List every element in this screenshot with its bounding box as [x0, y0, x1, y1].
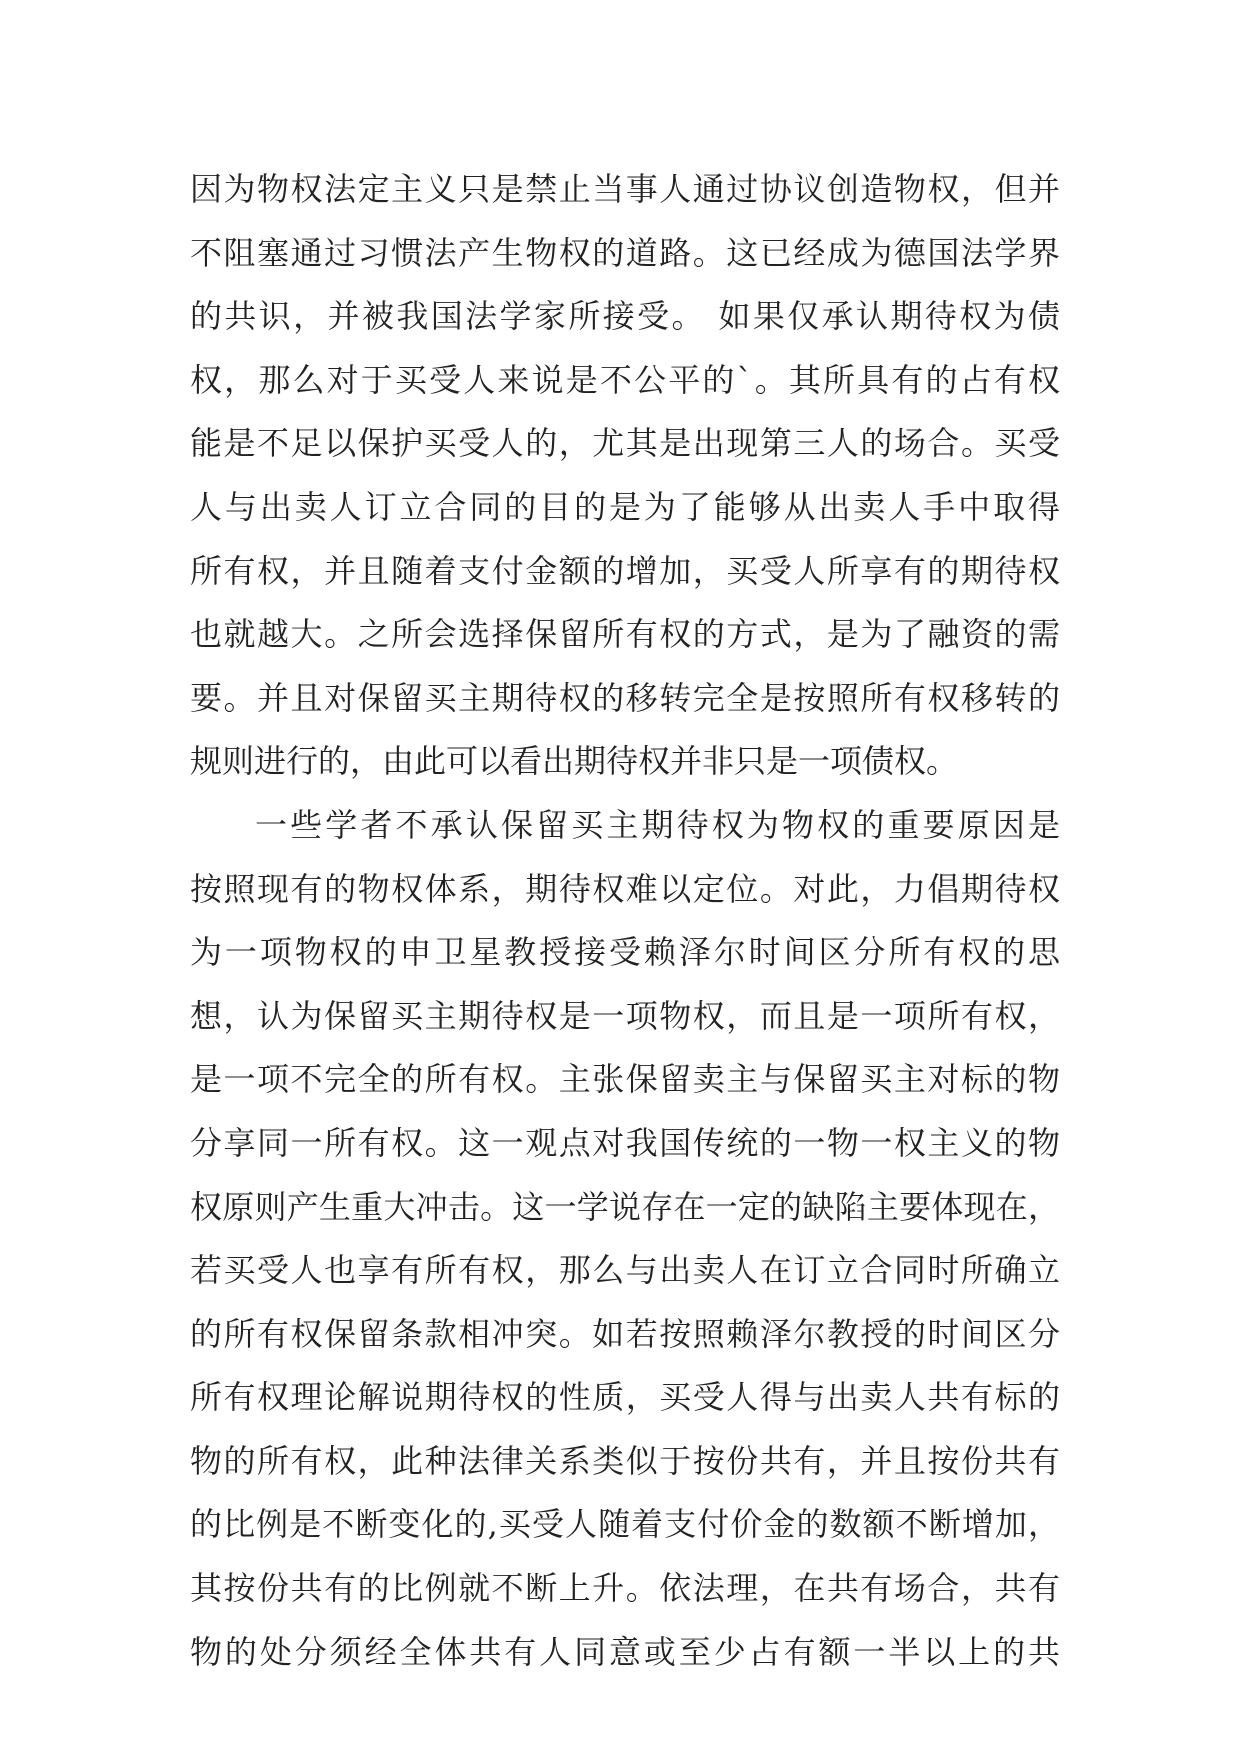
text-line: 因为物权法定主义只是禁止当事人通过协议创造物权，但并: [190, 170, 1060, 208]
paragraph-1: [190, 158, 1060, 794]
text-line: 一些学者不承认保留买主期待权为物权的重要原因是: [255, 805, 1060, 844]
body-text: [190, 158, 1060, 1684]
text-line: 所有权理论解说期待权的性质，买受人得与出卖人共有标的: [190, 1378, 1060, 1417]
text-line: 也就越大。之所会选择保留所有权的方式，是为了融资的需: [190, 615, 1060, 654]
paragraph-2: [190, 794, 1060, 1684]
text-line: 想，认为保留买主期待权是一项物权，而且是一项所有权，: [190, 996, 1060, 1035]
text-line: 的所有权保留条款相冲突。如若按照赖泽尔教授的时间区分: [190, 1314, 1060, 1353]
text-line: 的比例是不断变化的,买受人随着支付价金的数额不断增加，: [190, 1505, 1060, 1544]
text-line: 权原则产生重大冲击。这一学说存在一定的缺陷主要体现在，: [190, 1187, 1060, 1226]
text-line: 的共识，并被我国法学家所接受。 如果仅承认期待权为债: [190, 297, 1060, 336]
text-line: 分享同一所有权。这一观点对我国传统的一物一权主义的物: [190, 1123, 1060, 1162]
text-line: 其按份共有的比例就不断上升。依法理，在共有场合，共有: [190, 1569, 1060, 1608]
text-line: 所有权，并且随着支付金额的增加，买受人所享有的期待权: [190, 551, 1060, 590]
text-line: 能是不足以保护买受人的，尤其是出现第三人的场合。买受: [190, 424, 1060, 463]
text-line: 按照现有的物权体系，期待权难以定位。对此，力倡期待权: [190, 869, 1060, 908]
text-line: 物的所有权，此种法律关系类似于按份共有，并且按份共有: [190, 1441, 1060, 1480]
text-line: 权，那么对于买受人来说是不公平的`。其所具有的占有权: [190, 360, 1060, 399]
text-line: 不阻塞通过习惯法产生物权的道路。这已经成为德国法学界: [190, 233, 1060, 272]
text-line: 若买受人也享有所有权，那么与出卖人在订立合同时所确立: [190, 1251, 1060, 1290]
text-line: 要。并且对保留买主期待权的移转完全是按照所有权移转的: [190, 678, 1060, 717]
text-line: 为一项物权的申卫星教授接受赖泽尔时间区分所有权的思: [190, 933, 1060, 972]
text-line: 规则进行的，由此可以看出期待权并非只是一项债权。: [190, 742, 959, 781]
text-line: 是一项不完全的所有权。主张保留卖主与保留买主对标的物: [190, 1060, 1060, 1099]
text-line: 物的处分须经全体共有人同意或至少占有额一半以上的共: [190, 1632, 1060, 1671]
text-line: 人与出卖人订立合同的目的是为了能够从出卖人手中取得: [190, 487, 1060, 526]
